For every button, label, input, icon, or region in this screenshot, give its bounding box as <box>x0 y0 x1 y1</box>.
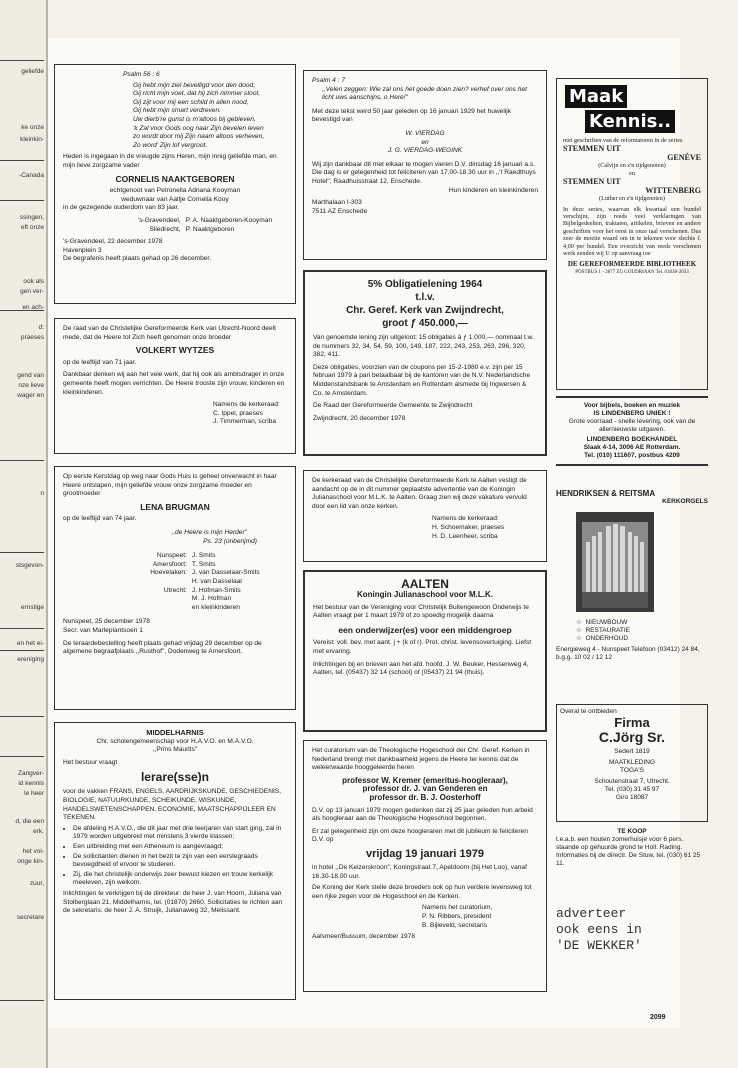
church-council-notice: De kerkeraad van de Christelijke Gereformeerde Kerk te Aalten vestigt de aandacht op de in dit nummer geplaatste advertentie van de Koningin Julianaschool voor M.L.K. te Aalten. Graag zien wij deze vakature vervuld door een lid van onze kerken. Namens de kerkeraad: H. Schoemaker, praeses H. D. Leenheer, scriba <box>303 470 547 562</box>
list-item: • De sollicitanten dienen in het bezit te zijn van een eerstegraads bevoegdheid of ervoor te studeren. <box>73 853 287 870</box>
vacancy-aalten: AALTEN Koningin Julianaschool voor M.L.K. Het bestuur van de Vereniging voor Christelijk Buitengewoon Onderwijs te Aalten vraagt per 1 maart 1979 of zo spoedig mogelijk daarna een onderwijzer(es) voor een middengroep Vereist: voll. bev. met aant. j + (k of r). Prot. christ. levensovertuiging. Liefst met ervaring. Inlichtingen bij en brieven aan het afd. hoofd. J. W. Beuker, Hessenweg 4, Aalten, tel. (05437) 32 14 (school) of (05437) 21 94 (thuis). <box>303 570 547 732</box>
organ-builder-ad: HENDRIKSEN & REITSMA KERKORGELS ☆ NIEUWBOUW ☆ RESTAURATIE ☆ ONDERHOUD Energieweg 4 - Nunspeet Telefoon (03412) 24 84, b.g.g. 10 02 / 12 12 <box>556 489 708 661</box>
obituary-brugman: Op eerste Kerstdag op weg naar Gods Huis is geheel onverwacht in haar Heere ontslapen, mijn geliefde vrouw onze zorgzame moeder en grootmoeder LENA BRUGMAN op de leeftijd van 74 jaar. ,,de Heere is mijn Herder" Ps. 23 (onberijmd) Nunspeet: J. Smits Amersfoort: T. Smits Hoevelaken: J. van Dasselaar-Smits H. van Dasselaar Utrecht: J. Hofman-Smits M. J. Hofman en kleinkinderen Nunspeet, 25 december 1978 Secr. van Marleplantsoen 1 De teraardebestelling heeft plaats gehad vrijdag 29 december op de algemene begraafplaats ,,Rusthof", Dodenweg te Amersfoort. <box>54 466 296 710</box>
edge-text: erk. <box>33 828 44 835</box>
curatorium-notice: Het curatorium van de Theologische Hogeschool der Chr. Geref. Kerken in Nederland brengt met dankbaarheid jegens de Heere ter kennis dat de weleerwaarde hooggeleerde heren professor W. Kremer (emeritus-hoogleraar), professor dr. J. van Genderen en professor dr. B. J. Oosterhoff D.V. op 13 januari 1979 mogen gedenken dat zij 25 jaar geleden hun arbeid als hoogleraar aan de Theologische Hogeschool begonnen. Er zal gelegenheid zijn om deze hoogleraren met dit jubileum te feliciteren D.V. op vrijdag 19 januari 1979 in hotel ,,De Keizerskroon", Koningstraat 7, Apeldoorn (bij Het Loo), vanaf 16.30-18.00 uur. De Koning der Kerk stelle deze broeders ook op hun verdere levensweg tot een rijke zegen voor de Hogeschool en de Kerken. Namens het curatorium, P. N. Ribbers, president B. Bijleveld, secretaris Aalsmeer/Bussum, december 1978 <box>303 740 547 992</box>
signatory-text <box>123 604 187 613</box>
edge-rule <box>0 310 44 311</box>
edge-text: ke onze <box>21 124 44 131</box>
verse-line: Uw dierb're gunst is m'altoos bij gebleven, <box>133 115 256 123</box>
edge-text: gen ver- <box>20 288 44 295</box>
signatories: 's-Gravendeel, P. A. Naaktgeboren-Kooyman Sliedrecht, P. Naaktgeboren <box>137 216 273 233</box>
list-item: • De afdeling H.A.V.O., die dit jaar met drie leerjaren van start ging, zal in 1979 worden uitgebreid met minstens 3 vierde klassen; <box>73 825 287 842</box>
signatory-text: Amersfoort: <box>152 560 187 568</box>
star-item: ☆ RESTAURATIE <box>576 627 630 634</box>
logo-maak: Maak <box>565 85 627 108</box>
signatory-text: M. J. Hofman <box>191 595 232 603</box>
edge-text: het vol- <box>22 848 44 855</box>
bibliotheek-ad: Maak Kennis.. met geschriften van de reformatoren in de series STEMMEN UIT GENÈVE (Calvijn en z'n tijdgenoten) en STEMMEN UIT WITTENBERG (Luther en z'n tijdgenoten) In deze series, waarvan elk kwartaal een bundel verschijnt, zijn reeds veel verklaringen van Bijbelgedeelten, traktaten, artikelen, brieven en andere geschriften voor het eerst in onze taal verschenen. Dus zeer de moeite waard om in te tekenen voor slechts f. 4,00 per bundel. Een overzicht van reeds verschenen werk zenden wij U op aanvraag toe DE GEREFORMEERDE BIBLIOTHEEK POSTBUS 1 - 2877 ZG GOUDRIAAN Tel. 01838-2033 <box>556 78 708 390</box>
obituary-wytzes: De raad van de Christelijke Gereformeerde Kerk van Utrecht-Noord deelt mede, dat de Heere tot Zich heeft genomen onze broeder VOLKERT WYTZES op de leeftijd van 71 jaar. Dankbaar denken wij aan het vele werk, dat hij ook als ambtsdrager in onze gemeente heeft mogen verrichten. De Heere trooste zijn vrouw, kinderen en kleinkinderen. Namens de kerkeraad: C. Ippel, praeses J. Timmerman, scriba <box>54 318 296 454</box>
for-sale-ad: TE KOOP t.e.a.b. een houten zomerhuisje voor 6 pers. staande op gehuurde grond te Holl. Rading. Informaties bij de directr. De Stuw, tel. (030) 61 25 11. <box>556 828 701 867</box>
anniversary-vierdag: Psalm 4 : 7 ,,Velen zeggen: Wie zal ons het goede doen zien? verhef over ons het licht uws aanschijns, o Here!" Met deze tekst werd 50 jaar geleden op 16 januari 1929 het huwelijk bevestigd van W. VIERDAG en J. G. VIERDAG-WEGINK Wij zijn dankbaar dit met elkaar te mogen vieren D.V. dinsdag 16 januari a.s. Die dag is er gelegenheid tot feliciteren van 17.00-18.30 uur in ,,'t Raedthuys Hotel", Raadhuisstraat 12, Enschede. Hun kinderen en kleinkinderen Marthalaan I-303 7511 AZ Enschede <box>303 70 547 260</box>
star-item: ☆ NIEUWBOUW <box>576 619 628 626</box>
signatory-text: T. Smits <box>191 560 216 568</box>
verse-line: Gij zijt voor mij een schild in allen nood, <box>133 98 249 106</box>
edge-text: id kennis <box>18 780 44 787</box>
psalm-ref: Psalm 56 : 6 <box>123 71 160 78</box>
jorg-tailor-ad: Overal te ontbieden Firma C.Jörg Sr. Sedert 1819 MAATKLEDING TOGA'S Schoutenstraat 7, Utrecht. Tel. (030) 31 45 97 Giro 18087 <box>556 704 708 822</box>
edge-text: kleinkin- <box>20 136 44 143</box>
signatory-text <box>123 595 187 604</box>
verse-line: zo wordt door mij Zijn naam altoos verheven, <box>133 133 265 141</box>
verse-line: Zo word' Zijn lof vergroot. <box>133 141 208 149</box>
edge-text: stsgevon- <box>15 562 44 569</box>
edge-rule <box>0 756 44 757</box>
verse-line: Gij richt mijn voet, dat hij zich nimmer stoot, <box>133 90 261 98</box>
edge-text: eft onze <box>20 224 44 231</box>
signatory-text: J. Smits <box>191 552 216 560</box>
edge-text: gend van <box>17 372 44 379</box>
deceased-name: LENA BRUGMAN <box>140 501 210 512</box>
edge-text: geliefde <box>21 68 44 75</box>
edge-text: n <box>40 490 44 497</box>
signatories <box>123 552 287 612</box>
edge-text: Zangver- <box>17 770 44 777</box>
edge-text: -Canada <box>19 172 44 179</box>
verse-line: Gij hebt mijn ziel bevelligd voor den dood, <box>133 81 256 89</box>
bond-notice: 5% Obligatielening 1964 t.l.v. Chr. Geref. Kerk van Zwijndrecht, groot ƒ 450.000,— Van genoemde lening zijn uitgeloot: 15 obligaties à ƒ 1.000,— nominaal t.w. de nummers 32, 34, 54, 59, 100, 149, 187, 222, 243, 253, 263, 296, 320, 382, 411. Deze obligaties, voorzien van de coupons per 15-2-1980 e.v. zijn per 15 februari 1979 à pari betaalbaar bij de kantoren van de N.V. Nederlandsche Middenstandsbank te Amsterdam en Rotterdam alsmede bij Ingwersen & Co. te Amsterdam. De Raad der Gereformeerde Gemeente te Zwijndrecht Zwijndrecht, 20 december 1978 <box>303 270 547 456</box>
edge-text: ook als <box>23 278 44 285</box>
edge-rule <box>0 650 44 651</box>
list-item: • Een uitbreiding met een Atheneum is aangevraagd; <box>73 843 287 852</box>
edge-rule <box>0 200 44 201</box>
signatory-text: Hoevelaken: <box>150 569 187 577</box>
organ-photo <box>576 512 654 612</box>
relation: echtgenoot van Petronella Adriana Kooyman weduwnaar van Aaltje Cornelia Kooy <box>109 187 241 203</box>
edge-text: ernstige <box>20 604 44 611</box>
edge-rule <box>0 60 44 61</box>
edge-text: en ach- <box>22 304 44 311</box>
edge-text: ssingen, <box>19 214 44 221</box>
obituary-naaktgeboren: Psalm 56 : 6 Gij hebt mijn ziel bevelligd voor den dood, Gij richt mijn voet, dat hij zich nimmer stoot, Gij zijt voor mij een schild in allen nood, Gij hebt mijn smart verdreven. Uw dierb're gunst is m'altoos bij gebleven, 'k Zal voor Gods oog naar Zijn bevelen leven zo wordt door mij Zijn naam altoos verheven, Zo word' Zijn lof vergroot. Heden is ingegaan in de vreugde zijns Heren, mijn innig geliefde man, en mijn lieve zorgzame vader CORNELIS NAAKTGEBOREN echtgenoot van Petronella Adriana Kooyman weduwnaar van Aaltje Cornelia Kooy in de gezegende ouderdom van 83 jaar. 's-Gravendeel, P. A. Naaktgeboren-Kooyman Sliedrecht, P. Naaktgeboren 's-Gravendeel, 22 december 1978 Havenplein 3 De begrafenis heeft plaats gehad op 26 december. <box>54 64 296 304</box>
bullet-list <box>63 825 287 888</box>
signatory-text: Nunspeet: <box>156 552 187 560</box>
edge-text: en het ei- <box>16 640 44 647</box>
logo-kennis: Kennis.. <box>585 110 675 133</box>
advertise-promo: adverteer ook eens in 'DE WEKKER' <box>556 906 642 953</box>
edge-rule <box>0 1000 44 1001</box>
edge-rule <box>0 160 44 161</box>
signatory-text: en kleinkinderen <box>191 603 240 611</box>
intro-text: Heden is ingegaan in de vreugde zijns Heren, mijn innig geliefde man, en mijn lieve zorgzame vader <box>63 153 277 169</box>
edge-text: wager en <box>17 392 44 399</box>
job-title: een onderwijzer(es) voor een middengroep <box>338 624 512 635</box>
age: in de gezegende ouderdom van 83 jaar. <box>63 204 180 212</box>
lindenberg-ad: Voor bijbels, boeken en muziek IS LINDENBERG UNIEK ! Grote voorraad - snelle levering, ook van de allernieuwste uitgaven. LINDENBERG BOEKHANDEL Slaak 4-14, 3006 AE Rotterdam. Tel. (010) 111607, postbus 4209 <box>556 396 708 466</box>
verse-line: Gij hebt mijn smart verdreven. <box>133 107 221 115</box>
edge-text: d: <box>38 324 44 331</box>
edge-text: secretare <box>16 914 44 921</box>
signatory-text: J. van Dasselaar-Smits <box>191 569 260 577</box>
edge-text: zuur, <box>29 880 44 887</box>
signatory-text <box>123 578 187 587</box>
signatory-text: Utrecht: <box>163 586 187 594</box>
edge-text: onge kin- <box>17 858 44 865</box>
edge-text: le heer <box>24 790 44 797</box>
signatory-text: J. Hofman-Smits <box>191 586 241 594</box>
deceased-name: VOLKERT WYTZES <box>135 345 215 356</box>
verse-line: 'k Zal voor Gods oog naar Zijn bevelen leven <box>133 124 264 132</box>
left-page-edge <box>0 0 48 1068</box>
job-title: lerare(sse)n <box>140 770 210 785</box>
list-item: • Zij, die het christelijk onderwijs zeer bewust kiezen en trouw kerkelijk meeleven, zijn welkom. <box>73 871 287 888</box>
edge-text: nze lieve <box>18 382 44 389</box>
edge-text: ereniging <box>17 656 44 663</box>
edge-text: praeses <box>20 334 44 341</box>
page-number: 2099 <box>650 1014 666 1021</box>
vacancy-middelharnis: MIDDELHARNIS Chr. scholengemeenschap voor H.A.V.O. en M.A.V.O. ,,Prins Maurits" Het bestuur vraagt lerare(sse)n voor de vakken FRANS, ENGELS, AARDRIJKSKUNDE, GESCHIEDENIS, BIOLOGIE, NATUURKUNDE, SCHEIKUNDE, WISKUNDE, HANDELSWETENSCHAPPEN, ECONOMIE, MAATSCHAPPIJLEER EN TEKENEN. • De afdeling H.A.V.O., die dit jaar met drie leerjaren van start ging, zal in 1979 worden uitgebreid met minstens 3 vierde klassen; • Een uitbreiding met een Atheneum is aangevraagd; • De sollicitanten dienen in het bezit te zijn van een eerstegraads bevoegdheid of ervoor te studeren. • Zij, die het christelijk onderwijs zeer bewust kiezen en trouw kerkelijk meeleven, zijn welkom. Inlichtingen te verkrijgen bij de direkteur: de heer J. van Hoorn, Juliana van Stolberglaan 21, Middelharnis, tel. (01870) 2660. Sollicitaties te richten aan de sekretaris: de heer J. A. Struijk, Julianaweg 32, Melissant. <box>54 722 296 1000</box>
edge-rule <box>0 552 44 553</box>
deceased-name: CORNELIS NAAKTGEBOREN <box>115 173 235 184</box>
psalm-verse <box>123 82 287 151</box>
edge-text: d, die een <box>15 818 44 825</box>
edge-rule <box>0 716 44 717</box>
edge-rule <box>0 628 44 629</box>
edge-rule <box>0 460 44 461</box>
star-item: ☆ ONDERHOUD <box>576 635 629 642</box>
signatory-text: H. van Dasselaar <box>191 577 243 585</box>
